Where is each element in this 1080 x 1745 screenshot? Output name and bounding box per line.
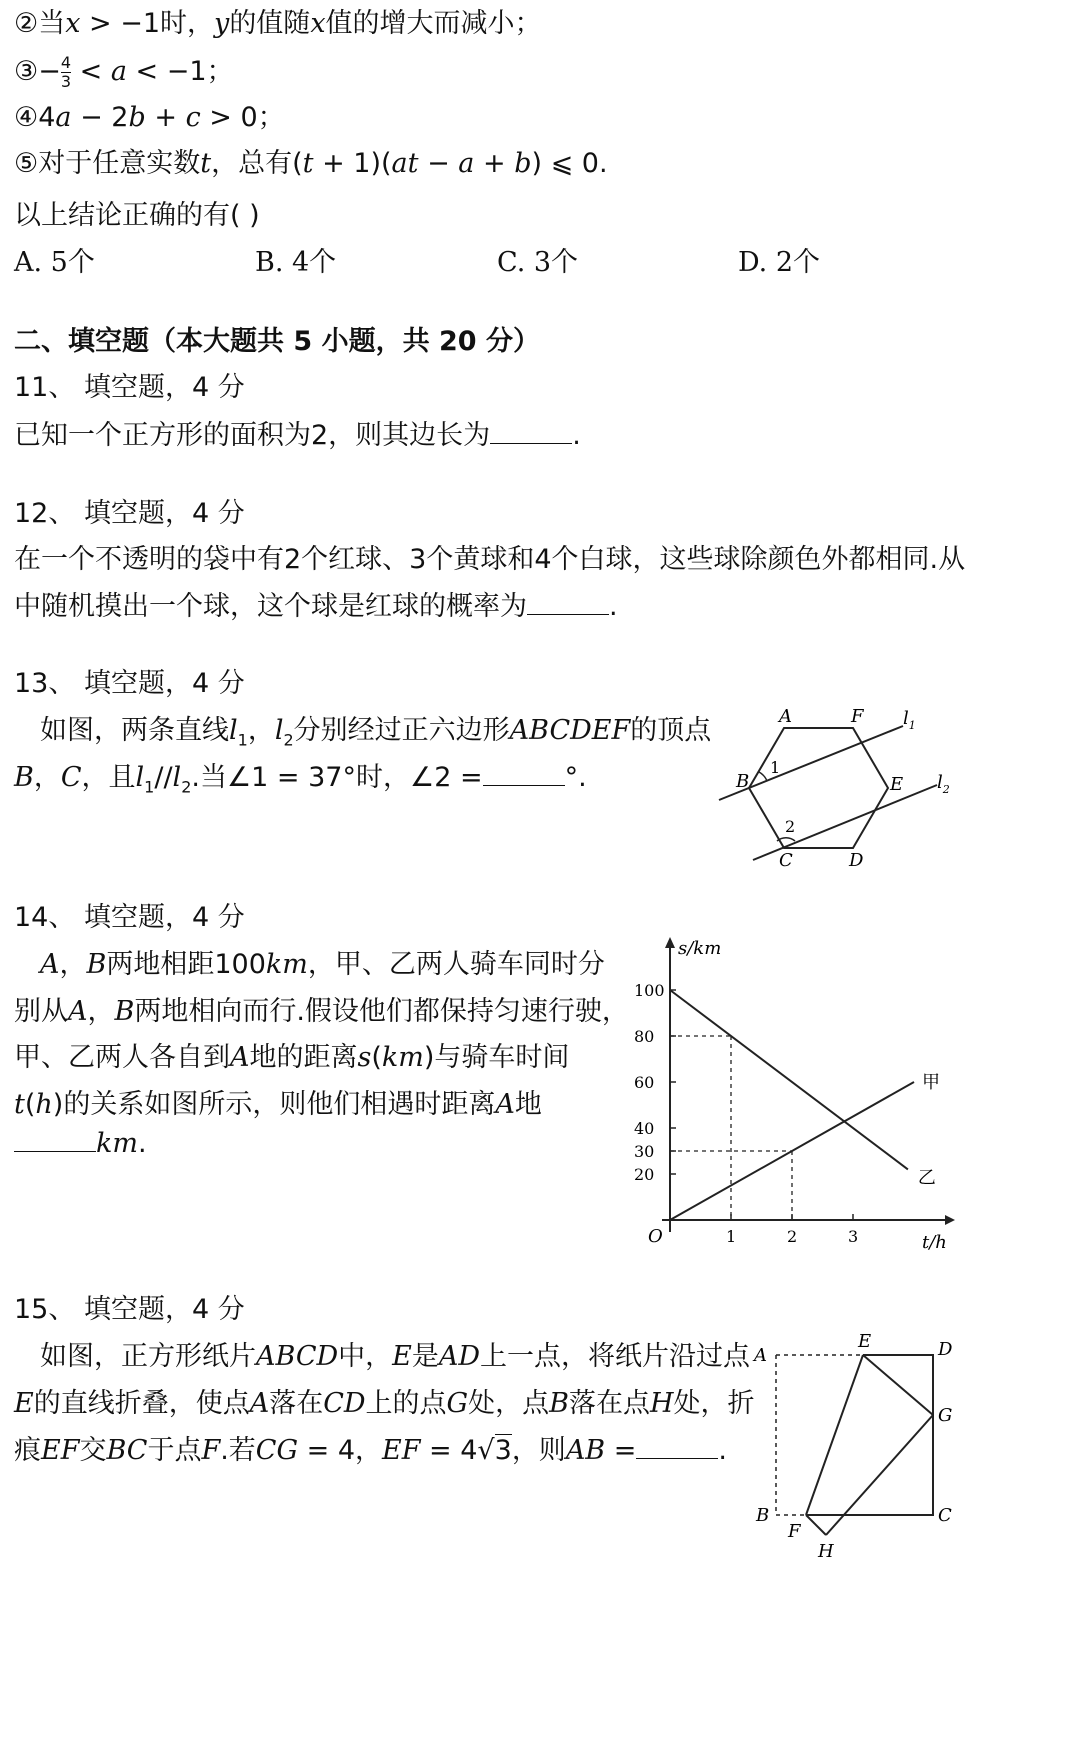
- q15-line2: E的直线折叠，使点A落在CD上的点G处，点B落在点H处，折: [14, 1388, 755, 1419]
- x-axis-label: t/h: [922, 1232, 947, 1252]
- label-angle-2: 2: [785, 817, 796, 836]
- x-tick-label: 2: [787, 1227, 798, 1246]
- q15-line3: 痕EF交BC于点F.若CG = 4，EF = 4√3，则AB = .: [14, 1431, 727, 1471]
- q13-line2: B，C，且$l_1//l_2$.当∠1 = 37°时，∠2 = °.: [14, 758, 587, 807]
- series-line-yi: [670, 990, 908, 1169]
- series-label-jia: 甲: [922, 1072, 940, 1093]
- hexagon: [749, 728, 888, 848]
- x-axis-arrow: [945, 1215, 955, 1225]
- option-c[interactable]: C. 3个: [497, 247, 579, 278]
- label-C: C: [779, 850, 793, 871]
- q12-text: 中随机摸出一个球，这个球是红球的概率为 .: [14, 587, 618, 627]
- q10-item-4: ④4a − 2b + c > 0；: [14, 102, 285, 133]
- label-C: C: [938, 1505, 952, 1526]
- origin-label: O: [648, 1226, 663, 1247]
- q11-header: 11、 填空题，4 分: [14, 372, 245, 403]
- y-axis-arrow: [665, 937, 675, 948]
- q15-line1: 如图，正方形纸片ABCD中，E是AD上一点，将纸片沿过点: [40, 1341, 751, 1372]
- q11-answer-blank[interactable]: [490, 417, 572, 444]
- label-G: G: [938, 1405, 953, 1426]
- label-A: A: [754, 1345, 767, 1366]
- label-E: E: [890, 774, 904, 795]
- q12-answer-blank[interactable]: [527, 588, 609, 615]
- segment-EF: [806, 1355, 863, 1515]
- option-d[interactable]: D. 2个: [738, 247, 821, 278]
- y-tick-label: 100: [634, 981, 665, 1000]
- label-l1: $l_1$: [903, 708, 916, 732]
- label-B: B: [756, 1505, 770, 1526]
- x-tick-label: 1: [726, 1227, 737, 1246]
- q14-header: 14、 填空题，4 分: [14, 902, 245, 933]
- hexagon-figure: [715, 700, 965, 875]
- section-title: 二、填空题（本大题共 5 小题，共 20 分）: [14, 326, 540, 357]
- q11-line1: 已知一个正方形的面积为2，则其边长为: [14, 420, 491, 451]
- x-tick-label: 3: [848, 1227, 859, 1246]
- q15-answer-blank[interactable]: [636, 1432, 718, 1459]
- segment-GH: [826, 1415, 933, 1535]
- label-B: B: [736, 771, 750, 792]
- q11-text: 已知一个正方形的面积为2，则其边长为 .: [14, 416, 581, 456]
- segment-FH: [806, 1515, 826, 1535]
- y-axis-label: s/km: [678, 938, 722, 959]
- q12-header: 12、 填空题，4 分: [14, 498, 245, 529]
- label-F: F: [851, 706, 864, 727]
- label-A: A: [779, 706, 792, 727]
- distance-time-chart: [610, 932, 960, 1252]
- label-angle-1: 1: [770, 758, 781, 777]
- option-a[interactable]: A. 5个: [14, 247, 95, 278]
- label-E: E: [858, 1331, 872, 1352]
- label-H: H: [818, 1541, 834, 1562]
- q14-line2: 别从A，B两地相向而行.假设他们都保持匀速行驶，: [14, 996, 629, 1027]
- q14-line1: A，B两地相距100km，甲、乙两人骑车同时分: [40, 949, 605, 980]
- y-tick-label: 30: [634, 1142, 655, 1161]
- q13-answer-blank[interactable]: [483, 759, 565, 786]
- q10-item-5: ⑤对于任意实数t，总有(t + 1)(at − a + b) ⩽ 0.: [14, 148, 608, 179]
- angle-1-arc: [759, 772, 767, 781]
- label-l2: $l_2$: [937, 772, 950, 796]
- q10-prompt: 以上结论正确的有( ): [14, 200, 260, 231]
- q14-line3: 甲、乙两人各自到A地的距离s(km)与骑车时间: [14, 1042, 570, 1073]
- series-label-yi: 乙: [917, 1167, 936, 1189]
- segment-EG: [863, 1355, 933, 1415]
- q14-line4: t(h)的关系如图所示，则他们相遇时距离A地: [14, 1089, 542, 1120]
- y-tick-label: 80: [634, 1027, 655, 1046]
- y-tick-label: 60: [634, 1073, 655, 1092]
- q10-item-2: ②当x > −1时，y的值随x值的增大而减小；: [14, 8, 542, 39]
- y-tick-label: 40: [634, 1119, 655, 1138]
- q10-item-3: ③− $\frac{4}{3}$ < a < −1；: [14, 53, 234, 91]
- q13-header: 13、 填空题，4 分: [14, 668, 245, 699]
- q14-answer-blank[interactable]: [14, 1125, 96, 1152]
- q12-line2: 中随机摸出一个球，这个球是红球的概率为: [14, 591, 527, 622]
- y-tick-label: 20: [634, 1165, 655, 1184]
- q15-header: 15、 填空题，4 分: [14, 1294, 245, 1325]
- label-D: D: [849, 850, 864, 871]
- label-F: F: [788, 1521, 801, 1542]
- square-fold-figure: [748, 1325, 968, 1570]
- option-b[interactable]: B. 4个: [255, 247, 337, 278]
- q12-line1: 在一个不透明的袋中有2个红球、3个黄球和4个白球，这些球除颜色外都相同.从: [14, 544, 966, 575]
- q13-tail: °.: [564, 762, 587, 793]
- q13-line1: 如图，两条直线$l_1$，$l_2$分别经过正六边形ABCDEF的顶点: [40, 715, 712, 750]
- label-D: D: [938, 1339, 953, 1360]
- q14-line5: km.: [14, 1124, 147, 1164]
